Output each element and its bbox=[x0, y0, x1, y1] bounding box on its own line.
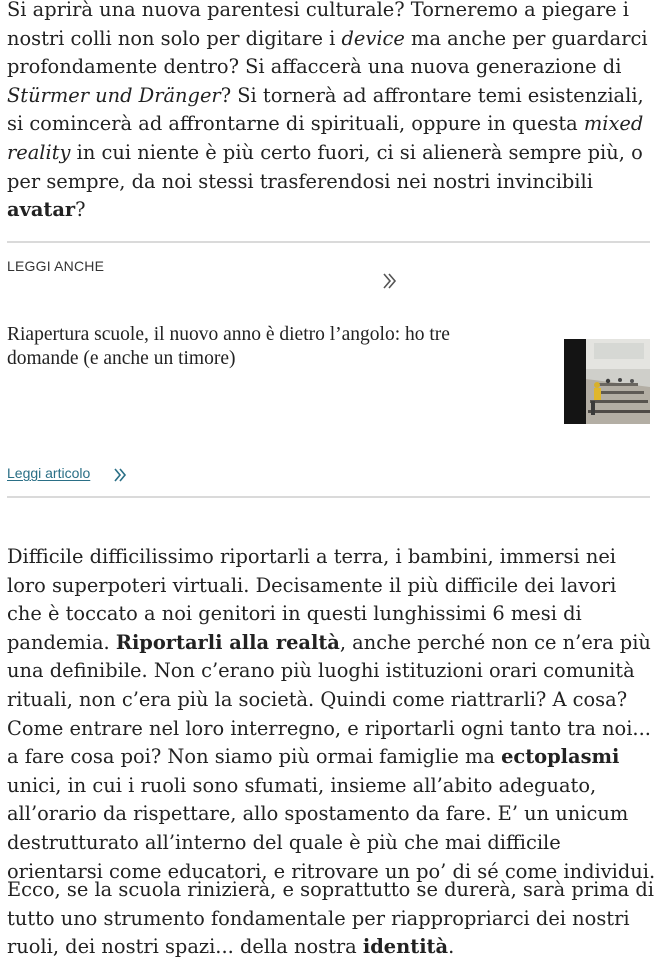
bold-term: ectoplasmi bbox=[501, 745, 620, 769]
text-run: ma anche per guardarci profondamente dentro? Si affaccerà una nuova generazione di bbox=[7, 26, 648, 79]
bold-term: Riportarli alla realtà bbox=[115, 630, 340, 654]
bold-term: avatar bbox=[7, 198, 76, 222]
text-run: unici, in cui i ruoli sono sfumati, insieme all’abito adeguato, all’orario da rispettare, allo spostamento da fare. E’ un unicum destrutturato all’interno del quale è più che mai difficile orientarsi come educatori, e ritrovare un po’ di sé come individui. bbox=[7, 773, 656, 883]
italic-term: Stürmer und Dränger bbox=[7, 83, 221, 107]
related-article-thumbnail[interactable] bbox=[564, 339, 650, 424]
read-article-link[interactable]: Leggi articolo bbox=[7, 465, 91, 481]
double-chevron-right-icon[interactable] bbox=[382, 271, 398, 291]
divider bbox=[7, 496, 650, 498]
related-section-label: LEGGI ANCHE bbox=[7, 258, 105, 274]
bold-term: identità bbox=[362, 935, 449, 959]
italic-term: mixed reality bbox=[7, 112, 644, 164]
double-chevron-right-icon[interactable] bbox=[113, 466, 127, 484]
text-run: Si aprirà una nuova parentesi culturale? Torneremo a piegare i nostri colli non solo per digitare i bbox=[7, 0, 630, 50]
italic-term: device bbox=[341, 26, 405, 50]
text-run: ? bbox=[75, 198, 86, 222]
article-paragraph bbox=[7, 0, 657, 225]
text-run: ? Si tornerà ad affrontare temi esistenziali, si comincerà ad affrontarne di spirituali, oppure in questa bbox=[7, 83, 644, 136]
text-run: . bbox=[448, 935, 455, 959]
divider bbox=[7, 241, 650, 243]
text-run: in cui niente è più certo fuori, ci si alienerà sempre più, o per sempre, da noi stessi trasferendosi nei nostri invincibili bbox=[7, 140, 643, 193]
text-run: , anche perché non ce n’era più una definibile. Non c’erano più luoghi istituzioni orari comunità rituali, non c’era più la società. Quindi come riattrarli? A cosa? Come entrare nel loro interregno, e riportarli ogni tanto tra noi... a fare cosa poi? Non siamo più ormai famiglie ma bbox=[7, 630, 651, 769]
related-article-title[interactable]: Riapertura scuole, il nuovo anno è dietro l’angolo: ho tre domande (e anche un timore) bbox=[7, 324, 450, 369]
text-run: Ecco, se la scuola rinizierà, e soprattutto se durerà, sarà prima di tutto uno strumento fondamentale per riappropriarci dei nostri ruoli, dei nostri spazi... della nostra bbox=[7, 878, 655, 959]
article-paragraph bbox=[7, 543, 657, 886]
article-paragraph bbox=[7, 876, 657, 962]
text-run: Difficile difficilissimo riportarli a terra, i bambini, immersi nei loro superpoteri virtuali. Decisamente il più difficile dei lavori che è toccato a noi genitori in questi lunghissimi 6 mesi di pandemia. bbox=[7, 545, 617, 654]
